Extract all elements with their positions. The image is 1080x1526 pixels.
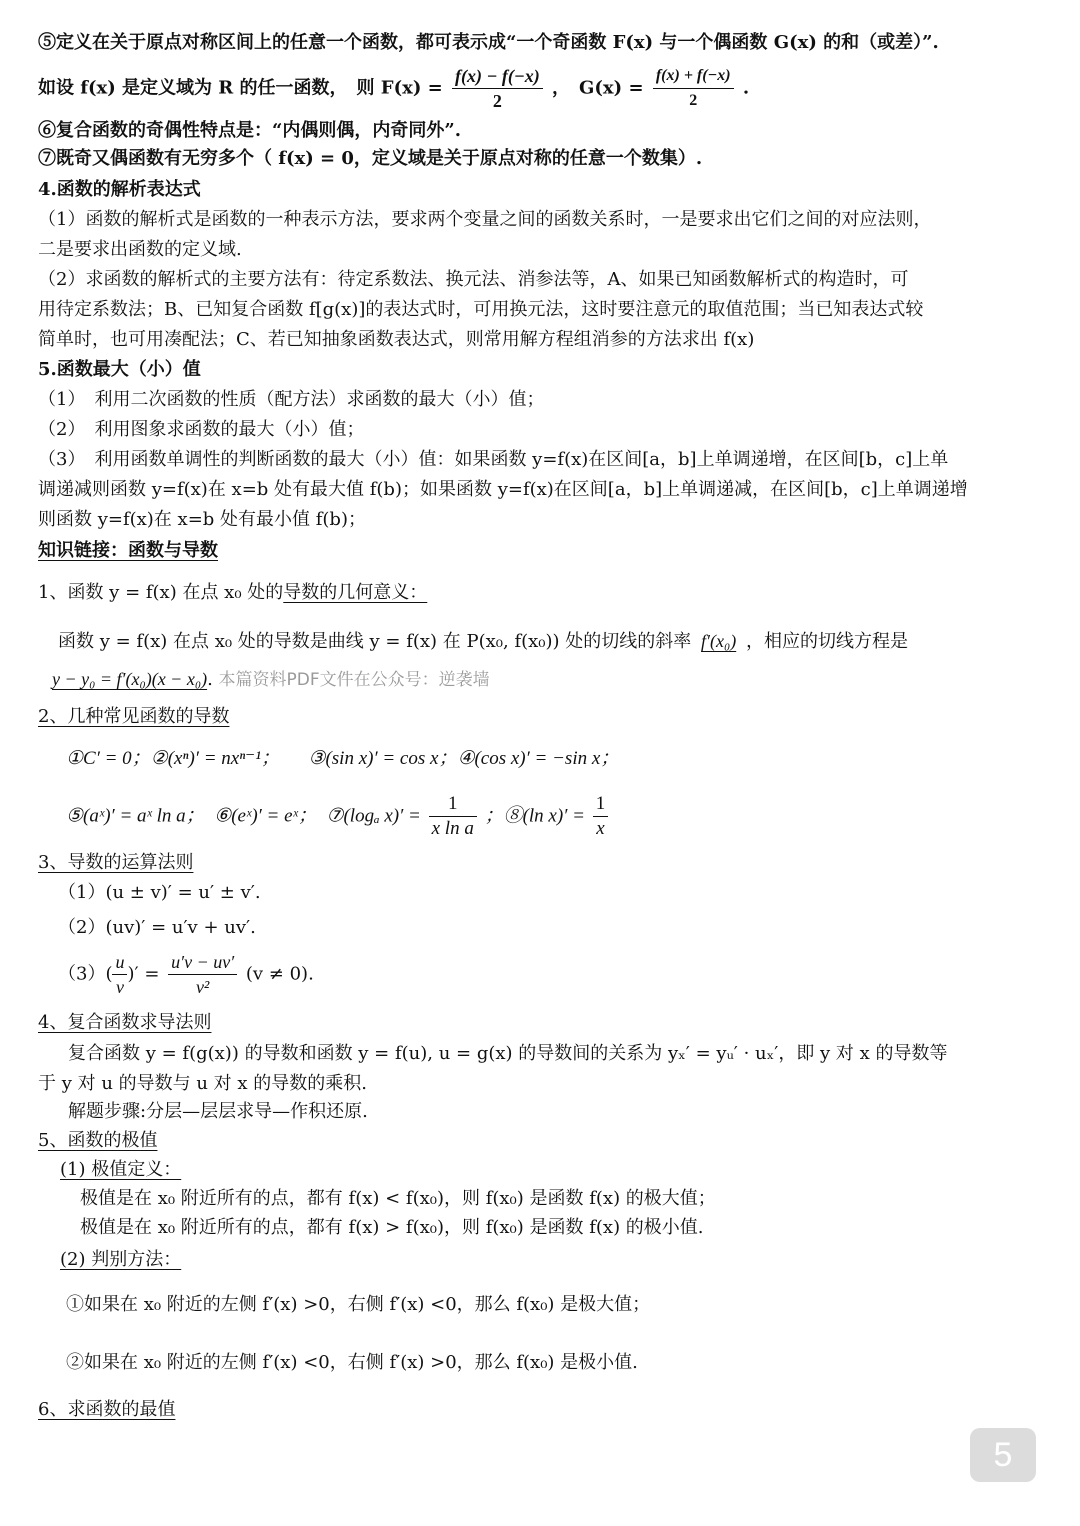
section-heading: 5.函数最大（小）值 [38, 359, 201, 380]
numerator: f(x) − f(−x) [452, 64, 543, 89]
text-line: 简单时，也可用凑配法；C、若已知抽象函数表达式，则常用解方程组消参的方法求出 f(x) [38, 329, 755, 350]
text-line: 调递减则函数 y=f(x)在 x=b 处有最大值 f(b)；如果函数 y=f(x)在区间[a，b]上单调递减，在区间[b，c]上单调递增 [38, 479, 968, 500]
text-segment: 如设 f(x) 是定义域为 R 的任一函数， 则 F(x) = [38, 77, 443, 99]
text-segment: （3）( [58, 963, 113, 985]
denominator: x [596, 818, 605, 839]
section-heading: 3、导数的运算法则 [38, 852, 194, 873]
denominator: v² [195, 977, 210, 997]
section-heading: 4.函数的解析表达式 [38, 179, 201, 200]
text-line: ⑤定义在关于原点对称区间上的任意一个函数，都可表示成“一个奇函数 F(x) 与一个偶函数 G(x) 的和（或差）”. [38, 32, 939, 53]
text-segment: . [742, 77, 750, 99]
tangent-equation: y − y₀ = f′(x₀)(x − x₀) [52, 669, 208, 689]
formula-line: （2）(uv)′ = u′v + uv′. [58, 917, 256, 938]
text-line: 于 y 对 u 的导数与 u 对 x 的导数的乘积. [38, 1073, 367, 1094]
section-heading: 知识链接：函数与导数 [38, 540, 218, 561]
text-line: （3） 利用函数单调性的判断函数的最大（小）值：如果函数 y=f(x)在区间[a，b]上单调递增，在区间[b，c]上单 [38, 449, 949, 470]
text-line: （1） 利用二次函数的性质（配方法）求函数的最大（小）值； [38, 389, 545, 410]
page-number-badge: 5 [970, 1428, 1036, 1482]
subsection-heading: (2) 判别方法： [60, 1249, 182, 1270]
numerator: f(x) + f(−x) [653, 64, 734, 89]
formula-line: （1）(u ± v)′ = u′ ± v′. [58, 882, 261, 903]
fraction [429, 792, 477, 841]
fraction [653, 64, 734, 113]
text-line: ②如果在 x₀ 附近的左侧 f′(x) <0，右侧 f′(x) >0，那么 f(x₀) 是极小值. [66, 1352, 638, 1373]
text-line: ①如果在 x₀ 附近的左侧 f′(x) >0，右侧 f′(x) <0，那么 f(x₀) 是极大值； [66, 1294, 651, 1315]
text-segment: 1、函数 y = f(x) 在点 x₀ 处的 [38, 582, 284, 603]
numerator: u′v − uv′ [168, 950, 237, 975]
denominator: 2 [689, 92, 698, 109]
text-line [52, 666, 490, 693]
section-heading: 6、求函数的最值 [38, 1399, 176, 1420]
text-line: 则函数 y=f(x)在 x=b 处有最小值 f(b)； [38, 509, 366, 530]
text-line: 极值是在 x₀ 附近所有的点，都有 f(x) < f(x₀)，则 f(x₀) 是函数 f(x) 的极大值； [80, 1188, 716, 1209]
slope-term: f′(x₀) [701, 631, 737, 651]
text-segment: ；⑧(ln x)′ = [484, 805, 585, 827]
text-line [38, 580, 427, 606]
fraction [452, 64, 543, 113]
numerator: 1 [429, 792, 477, 817]
formula-line: ①C′ = 0；②(xⁿ)′ = nxⁿ⁻¹； ③(sin x)′ = cos x；④(cos x)′ = −sin x； [66, 748, 620, 769]
fraction [168, 950, 237, 999]
numerator: u [112, 950, 127, 975]
text-line: （2）求函数的解析式的主要方法有：待定系数法、换元法、消参法等，A、如果已知函数解析式的构造时，可 [38, 269, 909, 290]
text-line: ⑦既奇又偶函数有无穷多个（ f(x) = 0，定义域是关于原点对称的任意一个数集）. [38, 148, 703, 169]
text-line: 复合函数 y = f(g(x)) 的导数和函数 y = f(u), u = g(x) 的导数间的关系为 yₓ′ = yᵤ′ · uₓ′，即 y 对 x 的导数等 [68, 1043, 948, 1064]
text-line: 解题步骤:分层—层层求导—作积还原. [68, 1101, 368, 1122]
text-line: ⑥复合函数的奇偶性特点是：“内偶则偶，内奇同外”. [38, 120, 461, 141]
formula-line [38, 64, 749, 120]
fraction [112, 950, 127, 999]
formula-line [58, 950, 314, 1006]
text-line: （1）函数的解析式是函数的一种表示方法，要求两个变量之间的函数关系时，一是要求出它们之间的对应法则， [38, 209, 932, 230]
section-heading: 2、几种常见函数的导数 [38, 706, 230, 727]
text-segment: (v ≠ 0). [245, 963, 314, 985]
text-line: 二是要求出函数的定义域. [38, 239, 242, 260]
formula-line [66, 792, 611, 848]
text-line: 极值是在 x₀ 附近所有的点，都有 f(x) > f(x₀)，则 f(x₀) 是函数 f(x) 的极小值. [80, 1217, 704, 1238]
text-segment: ， G(x) = [552, 77, 644, 99]
text-segment: 函数 y = f(x) 在点 x₀ 处的导数是曲线 y = f(x) 在 P(x₀, f(x₀)) 处的切线的斜率 [58, 631, 692, 652]
watermark-text: 本篇资料PDF文件在公众号：逆袭墙 [218, 670, 490, 690]
text-line: （2） 利用图象求函数的最大（小）值； [38, 419, 365, 440]
section-heading: 4、复合函数求导法则 [38, 1012, 212, 1033]
text-segment: ⑤(aˣ)′ = aˣ ln a； ⑥(eˣ)′ = eˣ； ⑦(logₐ x)′ = [66, 805, 421, 827]
denominator: v [115, 977, 124, 997]
text-segment: . [207, 669, 213, 690]
denominator: 2 [492, 91, 502, 111]
text-segment: )′ = [127, 963, 160, 985]
text-segment: ，相应的切线方程是 [745, 631, 908, 652]
fraction [593, 792, 609, 841]
text-line [58, 628, 908, 655]
underlined-term: 导数的几何意义： [283, 582, 428, 603]
numerator: 1 [593, 792, 609, 817]
denominator: x ln a [431, 818, 474, 839]
text-line: 用待定系数法；B、已知复合函数 f[g(x)]的表达式时，可用换元法，这时要注意元的取值范围；当已知表达式较 [38, 299, 924, 320]
section-heading: 5、函数的极值 [38, 1130, 158, 1151]
subsection-heading: (1) 极值定义： [60, 1159, 182, 1180]
